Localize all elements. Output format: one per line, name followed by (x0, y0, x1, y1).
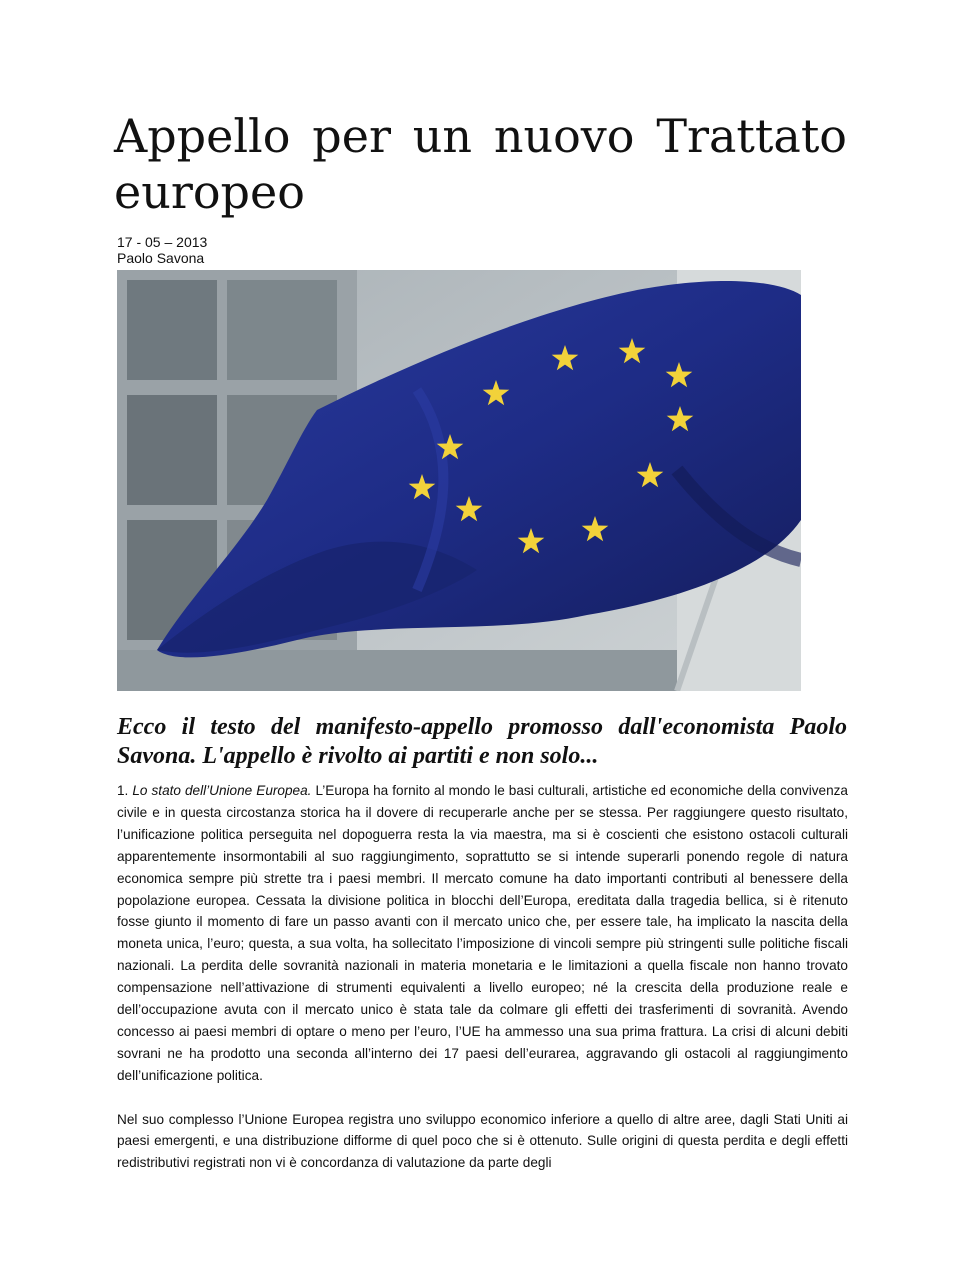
article-subtitle-line-1: Ecco il testo del manifesto-appello promosso dall'economista Paolo (117, 714, 847, 740)
paragraph-1 (117, 780, 848, 1087)
paragraph-1-text: L’Europa ha fornito al mondo le basi culturali, artistiche ed economiche della convivenza civile e in questa circostanza storica ha il dovere di recuperarle anche per se stessa. Per raggiungere questo risultato, l’unificazione politica perseguita nel dopoguerra resta la via maestra, ma si è coscienti che esistono ostacoli culturali apparentemente insormontabili al suo raggiungimento, soprattutto se si intende superarli ponendo regole di natura economica sempre più strette tra i paesi membri. Il mercato comune ha dato importanti contributi al benessere della popolazione europea. Cessata la divisione politica in blocchi dell’Europa, ereditata dalla tragedia bellica, si è ritenuto fosse giunto il momento di fare un passo avanti con il mercato unico che, per essere tale, ha implicato la nascita della moneta unica, l’euro; questa, a sua volta, ha sollecitato l’imposizione di vincoli sempre più stringenti sulle politiche fiscali nazionali. La perdita delle sovranità nazionali in materia monetaria e le limitazioni a quella fiscale non hanno trovato compensazione nell’attivazione di strumenti equivalenti a livello europeo; né la crescita della produzione reale e dell’occupazione avuta con il mercato unico è stata tale da colmare gli effetti dei trasferimenti di sovranità. Avendo concesso ai paesi membri di optare o meno per l’euro, l’UE ha ammesso una sua prima frattura. La crisi di alcuni debiti sovrani ne ha prodotto una seconda all’interno dei 17 paesi dell’eurarea, aggravando gli ostacoli al raggiungimento dell’unificazione politica. (117, 783, 848, 1083)
paragraph-2: Nel suo complesso l’Unione Europea registra uno sviluppo economico inferiore a quello di altre aree, dagli Stati Uniti ai paesi emergenti, e una distribuzione difforme di quel poco che si è ottenuto. Sulle origini di questa perdita e degli effetti redistributivi registrati non vi è concordanza di valutazione da parte degli (117, 1111, 848, 1171)
article-meta (117, 234, 207, 266)
eu-flag-photo (117, 270, 801, 691)
article-subtitle (117, 713, 847, 771)
article-body (117, 780, 848, 1196)
article-title-line-2: europeo (114, 165, 305, 219)
article-title (114, 108, 847, 220)
eu-flag-illustration (117, 270, 801, 691)
section-title: Lo stato dell’Unione Europea. (132, 783, 312, 798)
author-name: Paolo Savona (117, 250, 205, 266)
article-title-line-1: Appello per un nuovo Trattato (114, 109, 847, 163)
publication-date: 17 - 05 – 2013 (117, 234, 208, 250)
article-subtitle-line-2: Savona. L'appello è rivolto ai partiti e non solo... (117, 743, 599, 769)
section-number: 1. (117, 783, 129, 798)
